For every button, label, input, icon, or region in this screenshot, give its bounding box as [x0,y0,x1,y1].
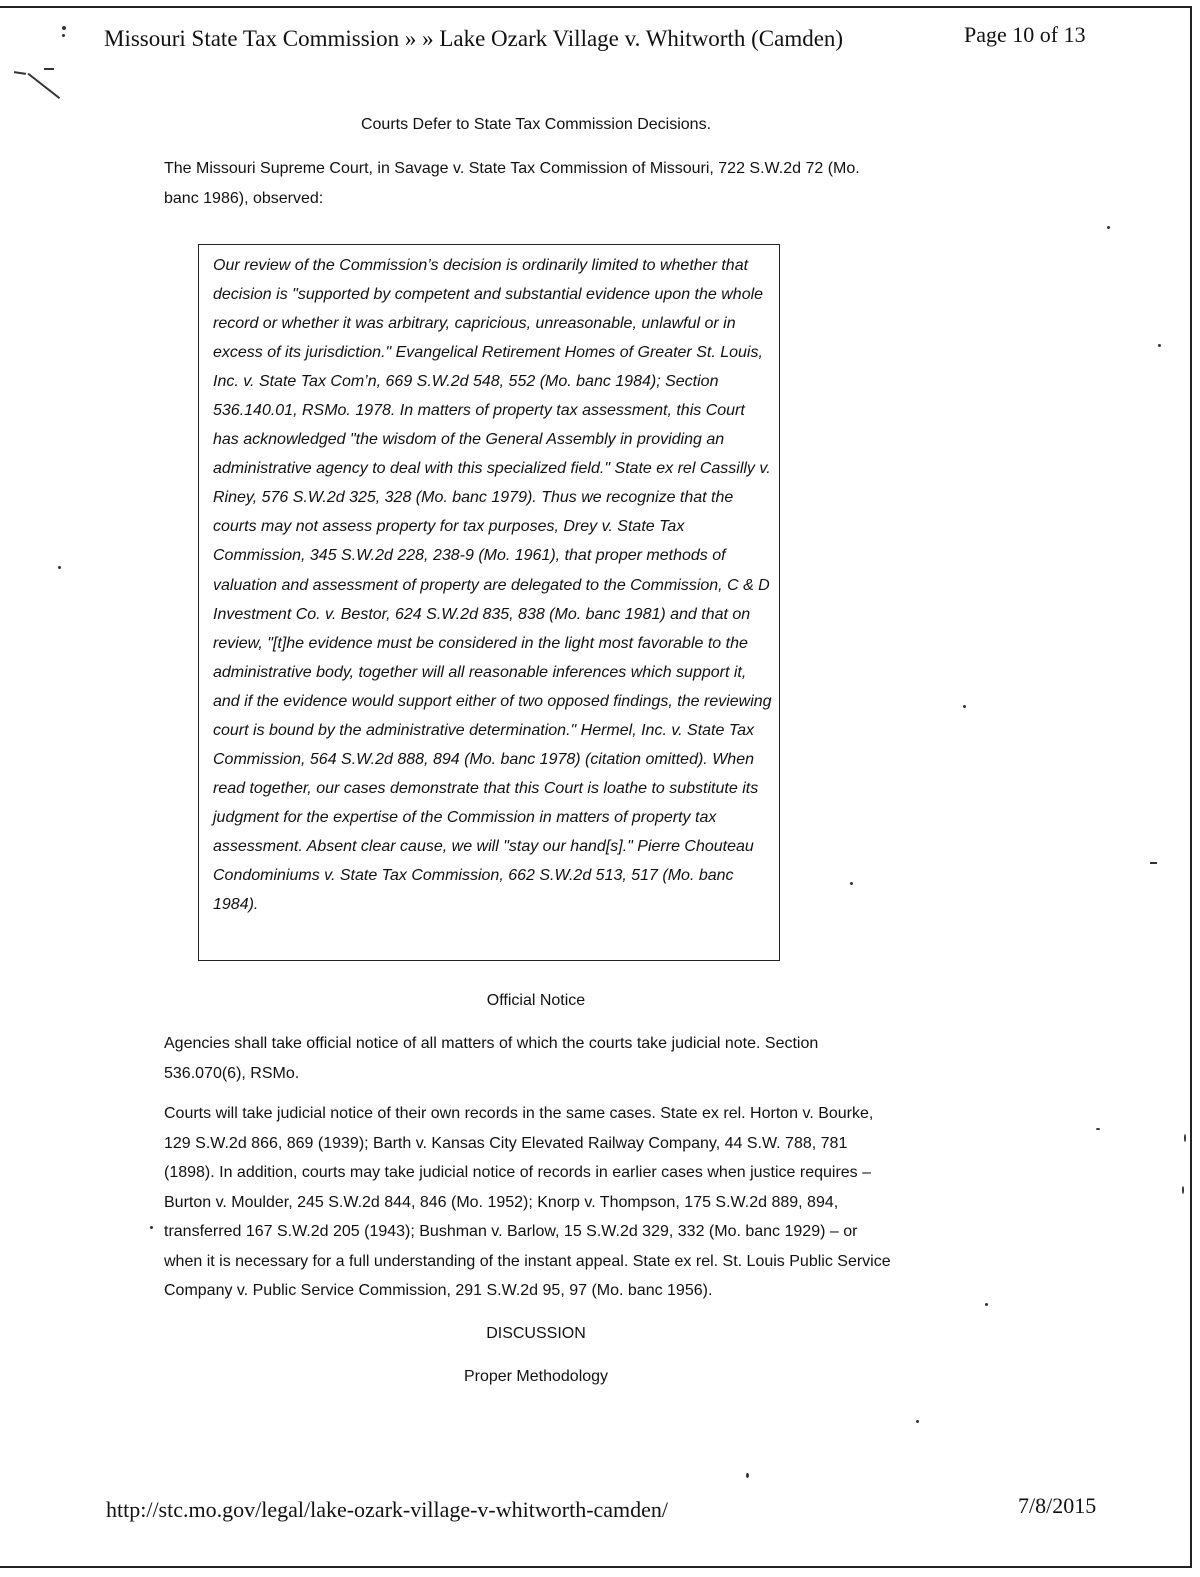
footer-url: http://stc.mo.gov/legal/lake-ozark-village-v-whitworth-camden/ [106,1497,669,1522]
section-heading-courts-defer: Courts Defer to State Tax Commission Decisions. [360,116,712,133]
scan-speck [1184,1134,1186,1142]
page-border-top [0,6,1192,8]
block-quote-box [198,244,780,961]
scan-speck [150,1226,153,1229]
scan-speck [62,26,66,30]
scan-speck [1182,1186,1184,1194]
intro-paragraph: The Missouri Supreme Court, in Savage v. State Tax Commission of Missouri, 722 S.W.2d 72 (Mo. banc 1986), observed: [164,160,860,207]
scan-speck [985,1303,988,1306]
page-number: Page 10 of 13 [964,22,1086,47]
scan-speck [746,1473,749,1478]
scan-mark [14,71,26,74]
scan-speck [1107,226,1110,229]
scan-mark [44,68,54,70]
scan-speck [850,882,853,885]
scan-speck [1096,1128,1100,1130]
section-heading-discussion: DISCUSSION [486,1325,586,1342]
scan-speck [916,1420,919,1423]
scan-speck [1158,344,1161,347]
header-title: Missouri State Tax Commission » » Lake Ozark Village v. Whitworth (Camden) [104,26,844,51]
scan-mark [28,73,60,99]
scan-speck [62,34,65,37]
scan-speck [58,566,61,569]
page-border-right [1190,6,1192,1566]
block-quote-text: Our review of the Commission’s decision is ordinarily limited to whether that decision is "supported by competent and substantial evidence upon the whole record or whether it was arbitrary, capricious, unreasonable, unlawful or in excess of its jurisdiction." Evangelical Retirement Homes of Greater St. Louis, Inc. v. State Tax Com’n, 669 S.W.2d 548, 552 (Mo. banc 1984); Section 536.140.01, RSMo. 1978. In matters of property tax assessment, this Court has acknowledged "the wisdom of the General Assembly in providing an administrative agency to deal with this specialized field." State ex rel Cassilly v. Riney, 576 S.W.2d 325, 328 (Mo. banc 1979). Thus we recognize that the courts may not assess property for tax purposes, Drey v. State Tax Commission, 345 S.W.2d 228, 238-9 (Mo. 1961), that proper methods of valuation and assessment of property are delegated to the Commission, C & D Investment Co. v. Bestor, 624 S.W.2d 835, 838 (Mo. banc 1981) and that on review, "[t]he evidence must be considered in the light most favorable to the administrative body, together will all reasonable inferences which support it, and if the evidence would support either of two opposed findings, the reviewing court is bound by the administrative determination." Hermel, Inc. v. State Tax Commission, 564 S.W.2d 888, 894 (Mo. banc 1978) (citation omitted). When read together, our cases demonstrate that this Court is loathe to substitute its judgment for the expertise of the Commission in matters of property tax assessment. Absent clear cause, we will "stay our hand[s]." Pierre Chouteau Condominiums v. State Tax Commission, 662 S.W.2d 513, 517 (Mo. banc 1984). [213,257,772,914]
official-notice-paragraph-1: Agencies shall take official notice of all matters of which the courts take judicial note. Section 536.070(6), RSMo. [164,1035,819,1082]
section-heading-proper-methodology: Proper Methodology [463,1368,609,1385]
footer-date: 7/8/2015 [1018,1493,1097,1518]
official-notice-paragraph-2: Courts will take judicial notice of their own records in the same cases. State ex rel. Horton v. Bourke, 129 S.W.2d 866, 869 (1939); Barth v. Kansas City Elevated Railway Company, 44 S.W. 788, 781 (1898). In addition, courts may take judicial notice of records in earlier cases when justice requires – Burton v. Moulder, 245 S.W.2d 844, 846 (Mo. 1952); Knorp v. Thompson, 175 S.W.2d 889, 894, transferred 167 S.W.2d 205 (1943); Bushman v. Barlow, 15 S.W.2d 329, 332 (Mo. banc 1929) – or when it is necessary for a full understanding of the instant appeal. State ex rel. St. Louis Public Service Company v. Public Service Commission, 291 S.W.2d 95, 97 (Mo. banc 1956). [164,1105,891,1299]
section-heading-official-notice: Official Notice [486,992,586,1009]
scan-speck [963,705,966,708]
scan-mark [1150,862,1157,864]
page-border-bottom [0,1566,1192,1568]
